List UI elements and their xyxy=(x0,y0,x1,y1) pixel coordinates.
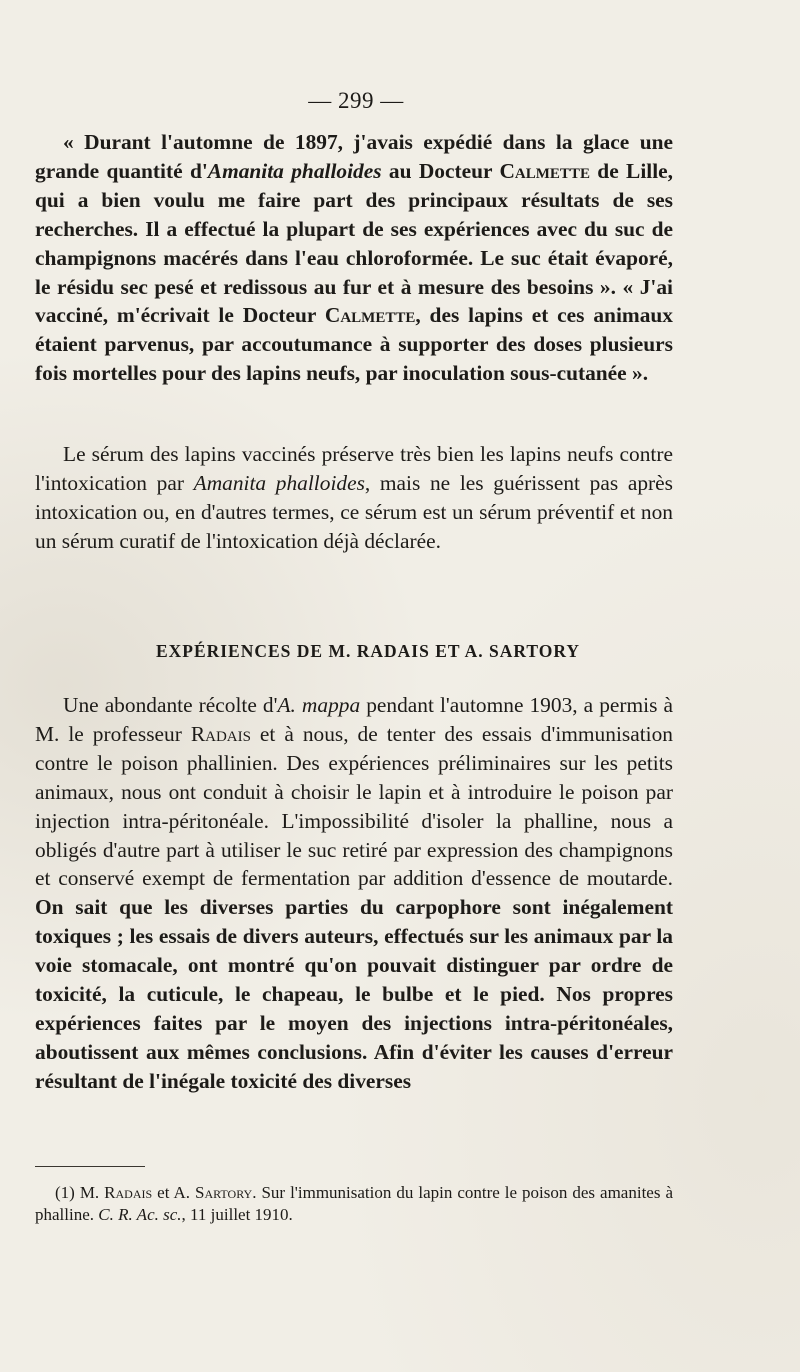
journal-name: C. R. Ac. sc. xyxy=(98,1205,182,1224)
page-number: — 299 — xyxy=(308,88,404,113)
author-name: Radais xyxy=(190,721,251,746)
paragraph-serum xyxy=(35,440,673,556)
text-span: de Lille, qui a bien voulu me faire part des principaux résultats de ses recherches. Il a effectué la plupart de ses expériences avec du suc de champignons macérés dans l'eau chloroformée. Le suc était évaporé, le résidu sec pesé et redissous au fur et à mesure des besoins ». « J'ai vacciné, m'écrivait le Docteur xyxy=(35,158,673,328)
text-span: et A. xyxy=(152,1183,196,1202)
text-span: , mais ne les guérissent pas après intoxication ou, en d'autres termes, ce sérum est un sérum préventif et non un sérum curatif de l'intoxication déjà déclarée. xyxy=(35,470,673,553)
section-heading: EXPÉRIENCES DE M. RADAIS ET A. SARTORY xyxy=(155,641,581,661)
author-name: Calmette xyxy=(324,303,416,328)
author-name: Sartory xyxy=(195,1183,253,1202)
text-span: . Sur l'immunisation du lapin contre le poison des amanites à phalline. xyxy=(35,1183,673,1224)
species-name: Amanita phalloides xyxy=(207,158,382,183)
paragraph-experiences xyxy=(35,691,673,1096)
text-span: et à nous, de tenter des essais d'immunisation contre le poison phallinien. Des expériences préliminaires sur les petits animaux, nous ont conduit à choisir le lapin et à introduire le poison par injection intra-péritonéale. L'impossibilité d'isoler la phalline, nous a obligés d'autre part à utiliser le suc retiré par expression des champignons et conservé exempt de fermentation par addition d'essence de moutarde. xyxy=(35,721,673,891)
paragraph-text xyxy=(35,691,673,1096)
footnote xyxy=(35,1182,673,1226)
author-name: Calmette xyxy=(499,158,590,183)
species-name: A. mappa xyxy=(277,693,361,717)
text-span: Une abondante récolte d' xyxy=(63,693,278,717)
text-span: , des lapins et ces animaux étaient parvenus, par accoutumance à supporter des doses plusieurs fois mortelles pour des lapins neufs, par inoculation sous-cutanée ». xyxy=(35,303,674,386)
paragraph-text xyxy=(35,440,673,556)
text-span-bold: On sait que les diverses parties du carpophore sont inégalement toxiques ; les essais de divers auteurs, effectués sur les animaux par la voie stomacale, ont montré qu'on pouvait distinguer par ordre de toxicité, la cuticule, le chapeau, le bulbe et le pied. Nos propres expériences faites par le moyen des injections intra-péritonéales, aboutissent aux mêmes conclusions. Afin d'éviter les causes d'erreur résultant de l'inégale toxicité des diverses xyxy=(35,895,673,1093)
paragraph-text xyxy=(35,128,673,388)
text-span: Le sérum des lapins vaccinés préserve très bien les lapins neufs contre l'intoxication par xyxy=(35,442,673,495)
text-span: pendant l'automne 1903, a permis à M. le professeur xyxy=(35,693,673,746)
text-span: au Docteur xyxy=(381,158,500,183)
text-span: « Durant l'automne de 1897, j'avais expédié dans la glace une grande quantité d' xyxy=(35,130,673,183)
text-span: , 11 juillet 1910. xyxy=(181,1205,293,1224)
species-name: Amanita phalloides xyxy=(193,470,365,495)
author-name: Radais xyxy=(104,1183,153,1202)
footnote-divider xyxy=(35,1166,145,1167)
paragraph-calmette-quote xyxy=(35,128,673,388)
text-span: (1) M. xyxy=(55,1183,105,1202)
